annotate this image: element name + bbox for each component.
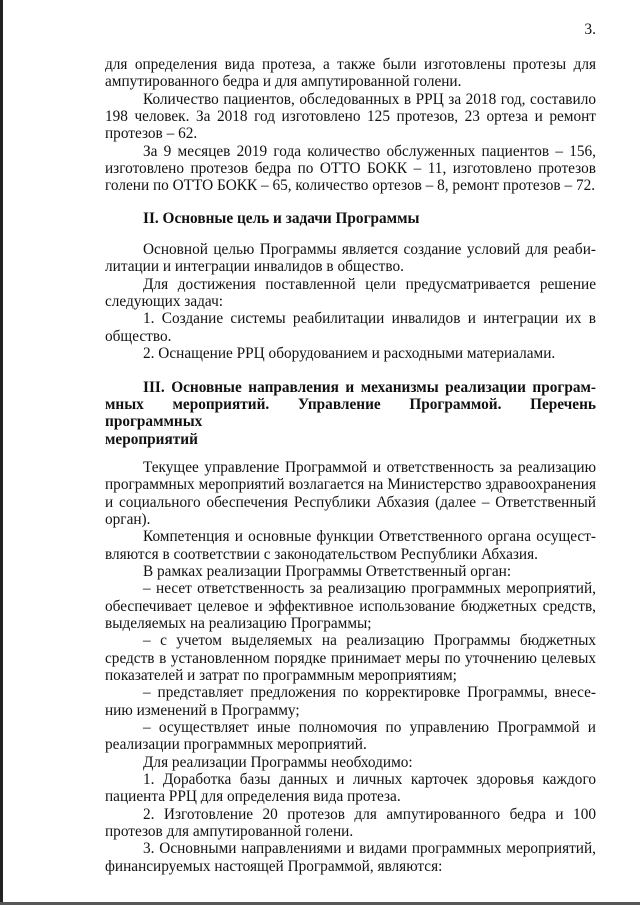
paragraph	[105, 754, 596, 771]
text-line: протезов для ампутированной голени.	[105, 823, 354, 841]
text-line: голени по ОТТО БОКК – 65, количество ортезов – 8, ремонт протезов – 72.	[105, 177, 596, 195]
text-line: следующих задач:	[105, 293, 224, 311]
text-line: Количество пациентов, обследованных в РРЦ за 2018 год, составило	[143, 90, 596, 108]
text-line: В рамках реализации Программы Ответственный орган:	[143, 562, 512, 580]
text-line: Для реализации Программы необходимо:	[143, 753, 413, 771]
paragraph	[105, 459, 596, 528]
text-line: Текущее управление Программой и ответственность за реализацию	[143, 458, 596, 476]
text-line: протезов – 62.	[105, 125, 198, 143]
paragraph	[105, 806, 596, 841]
paragraph	[105, 528, 596, 563]
text-line: Компетенция и основные функции Ответственного органа осущест-	[143, 528, 596, 546]
text-line: общество.	[105, 327, 172, 345]
text-line: и социального обеспечения Республики Абхазия (далее – Ответственный	[105, 493, 596, 511]
text-line: ампутированного бедра и для ампутированной голени.	[105, 73, 462, 91]
section-heading	[105, 379, 596, 448]
heading-line: III. Основные направления и механизмы реализации програм-	[143, 378, 596, 396]
text-line: 2. Изготовление 20 протезов для ампутированного бедра и 100	[143, 805, 596, 823]
text-line: литации и интеграции инвалидов в общество.	[105, 258, 404, 276]
paragraph	[105, 276, 596, 311]
heading-line: мных мероприятий. Управление Программой. Перечень программных	[105, 395, 596, 431]
section-heading	[105, 210, 596, 227]
text-line: За 9 месяцев 2019 года количество обслуженных пациентов – 156,	[143, 142, 596, 160]
text-line: обеспечивает целевое и эффективное использование бюджетных средств,	[105, 597, 596, 615]
paragraph	[105, 310, 596, 345]
text-line: 1. Создание системы реабилитации инвалидов и интеграции их в	[143, 310, 596, 328]
text-line: изготовлено протезов бедра по ОТТО БОКК – 11, изготовлено протезов	[105, 160, 596, 178]
text-line: 1. Доработка базы данных и личных карточек здоровья каждого	[143, 771, 596, 789]
text-line: – с учетом выделяемых на реализацию Программы бюджетных	[143, 632, 596, 650]
paragraph	[105, 771, 596, 806]
text-line: выделяемых на реализацию Программы;	[105, 614, 372, 632]
paragraph	[105, 91, 596, 143]
page-number: 3.	[584, 21, 596, 38]
text-line: нию изменений в Программу;	[105, 701, 300, 719]
text-line: орган).	[105, 510, 151, 528]
text-line: показателей и затрат по программным мероприятиям;	[105, 667, 457, 684]
paragraph	[105, 345, 596, 362]
text-line: Основной целью Программы является создание условий для реаби-	[143, 241, 596, 259]
text-line: пациента РРЦ для определения вида протеза.	[105, 788, 401, 806]
paragraph	[105, 143, 596, 195]
text-line: Для достижения поставленной цели предусматривается решение	[143, 275, 596, 293]
document-body	[105, 56, 596, 875]
text-line: 198 человек. За 2018 год изготовлено 125 протезов, 23 ортеза и ремонт	[105, 108, 596, 126]
text-line: реализации программных мероприятий.	[105, 736, 367, 754]
paragraph	[105, 580, 596, 632]
text-line: – осуществляет иные полномочия по управлению Программой и	[143, 719, 596, 737]
text-line: 3. Основными направлениями и видами программных мероприятий,	[143, 840, 596, 858]
paragraph	[105, 563, 596, 580]
paragraph	[105, 632, 596, 684]
text-line: для определения вида протеза, а также были изготовлены протезы для	[105, 56, 596, 73]
paragraph	[105, 719, 596, 754]
text-line: финансируемых настоящей Программой, являются:	[105, 857, 443, 875]
text-line: – представляет предложения по корректировке Программы, внесе-	[143, 684, 596, 702]
text-line: 2. Оснащение РРЦ оборудованием и расходными материалами.	[143, 345, 556, 363]
paragraph	[105, 241, 596, 276]
text-line: средств в установленном порядке принимает меры по уточнению целевых	[105, 649, 596, 667]
paragraph	[105, 840, 596, 875]
heading-line: мероприятий	[105, 430, 198, 448]
text-line: вляются в соответствии с законодательством Республики Абхазия.	[105, 545, 538, 563]
text-line: программных мероприятий возлагается на Министерство здравоохранения	[105, 476, 596, 494]
heading-line: II. Основные цель и задачи Программы	[143, 209, 420, 227]
text-line: – несет ответственность за реализацию программных мероприятий,	[143, 580, 596, 598]
scan-edge	[0, 0, 3, 905]
paragraph	[105, 684, 596, 719]
paragraph	[105, 56, 596, 91]
